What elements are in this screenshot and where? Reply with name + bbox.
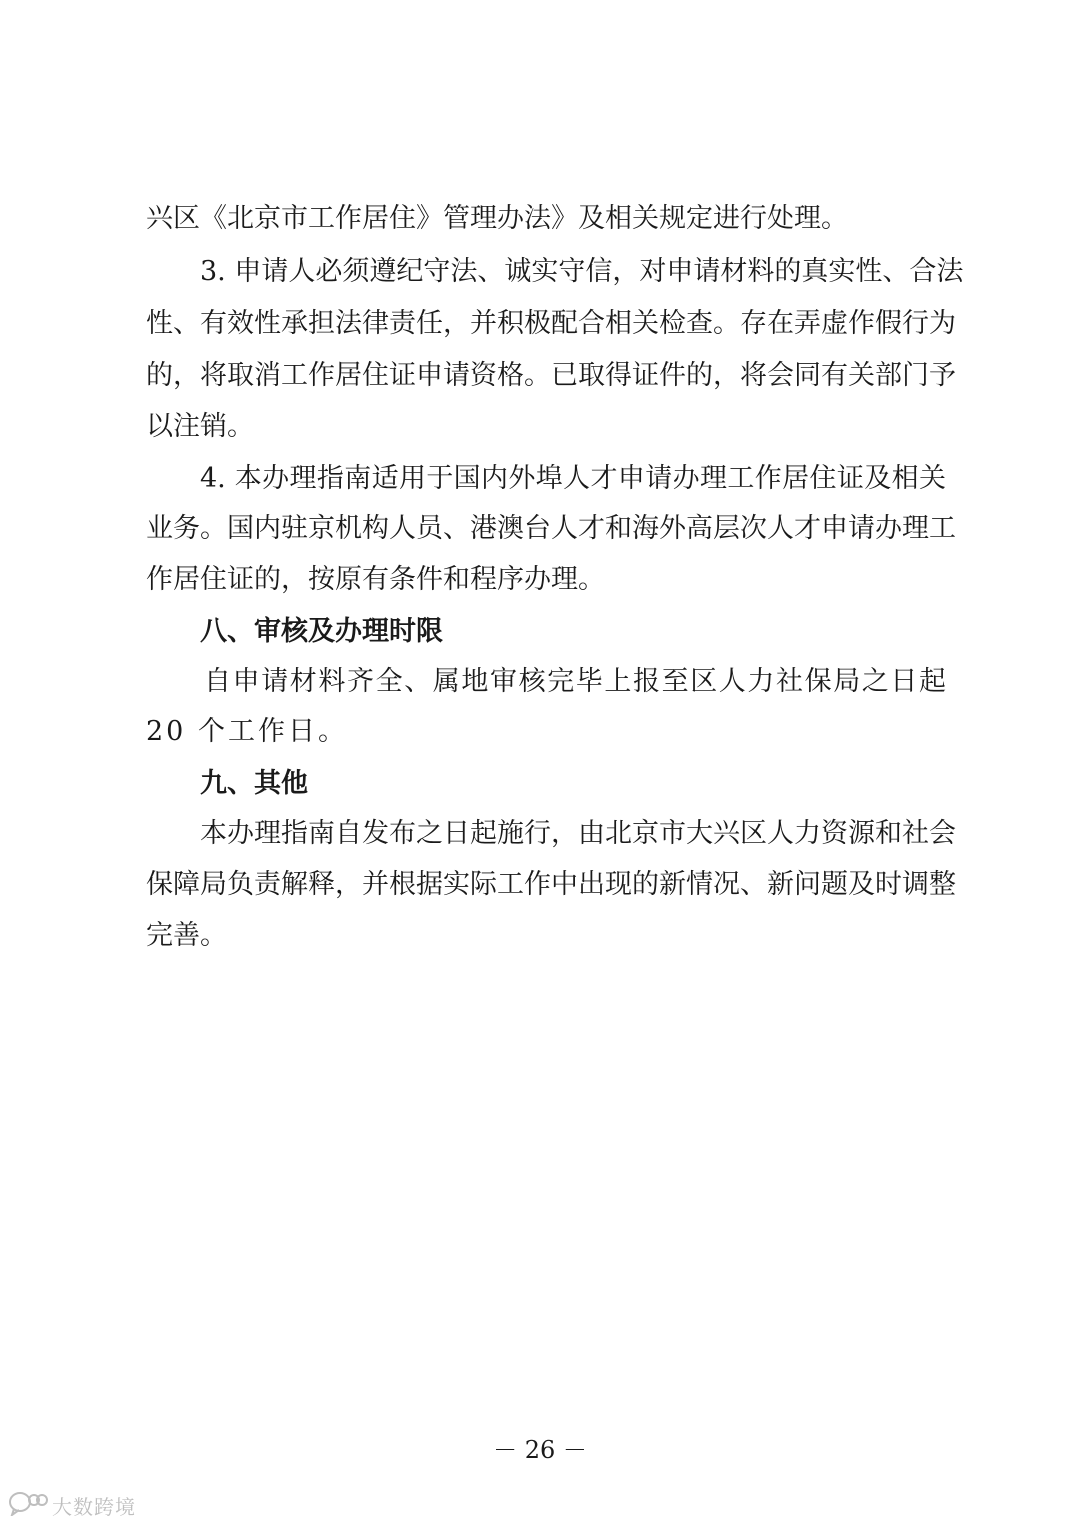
paragraph-line: 自申请材料齐全、属地审核完毕上报至区人力社保局之日起 [204, 666, 946, 697]
paragraph-line: 4. 本办理指南适用于国内外埠人才申请办理工作居住证及相关 [200, 463, 946, 494]
paragraph-line: 作居住证的，按原有条件和程序办理。 [146, 564, 605, 595]
paragraph-line: 性、有效性承担法律责任，并积极配合相关检查。存在弄虚作假行为 [146, 308, 956, 339]
paragraph-line: 保障局负责解释，并根据实际工作中出现的新情况、新问题及时调整 [146, 869, 956, 900]
paragraph-line: 以注销。 [146, 411, 254, 442]
page-number: － 26 － [493, 1436, 587, 1464]
paragraph-line: 业务。国内驻京机构人员、港澳台人才和海外高层次人才申请办理工 [146, 513, 956, 544]
paragraph-line: 完善。 [146, 920, 227, 951]
speech-bubble-logo-icon [8, 1490, 48, 1520]
paragraph-line: 20 个工作日。 [146, 716, 348, 747]
paragraph-line: 兴区《北京市工作居住》管理办法》及相关规定进行处理。 [146, 203, 848, 234]
section-heading: 九、其他 [200, 768, 308, 799]
section-heading: 八、审核及办理时限 [200, 616, 443, 647]
paragraph-line: 的，将取消工作居住证申请资格。已取得证件的，将会同有关部门予 [146, 360, 956, 391]
paragraph-line: 3. 申请人必须遵纪守法、诚实守信，对申请材料的真实性、合法 [200, 256, 964, 287]
paragraph-line: 本办理指南自发布之日起施行，由北京市大兴区人力资源和社会 [200, 818, 956, 849]
watermark-text: 大数跨境 [52, 1494, 136, 1519]
watermark [8, 1490, 136, 1520]
